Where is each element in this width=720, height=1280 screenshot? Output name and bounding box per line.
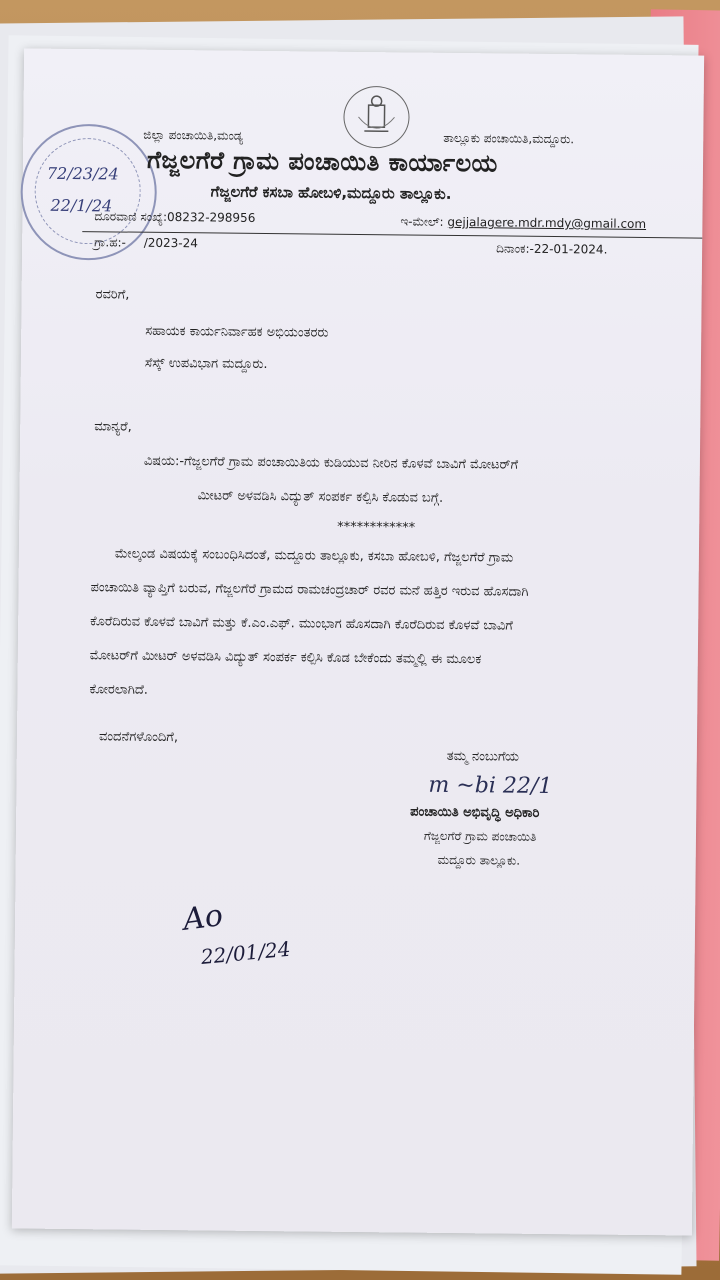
closing: ವಂದನೆಗಳೊಂದಿಗೆ, bbox=[98, 729, 179, 746]
zilla-panchayat-label: ಜಿಲ್ಲಾ ಪಂಚಾಯಿತಿ,ಮಂಡ್ಯ bbox=[143, 127, 244, 143]
recipient-to: ರವರಿಗೆ, bbox=[95, 287, 130, 303]
body-line-3: ಕೊರೆದಿರುವ ಕೊಳವೆ ಬಾವಿಗೆ ಮತ್ತು ಕೆ.ಎಂ.ಎಫ್. ಮುಂಭಾಗ ಹೊಸದಾಗಿ ಕೊರೆದಿರುವ ಕೊಳವೆ ಬಾವಿಗೆ bbox=[90, 614, 513, 634]
body-line-5: ಕೋರಲಾಗಿದೆ. bbox=[89, 682, 149, 698]
letter-sheet bbox=[12, 48, 704, 1235]
subject-line-1: ವಿಷಯ:-ಗೆಜ್ಜಲಗೆರೆ ಗ್ರಾಮ ಪಂಚಾಯಿತಿಯ ಕುಡಿಯುವ ನೀರಿನ ಕೊಳವೆ ಬಾವಿಗೆ ಮೋಟರ್‌ಗೆ bbox=[143, 453, 519, 473]
email-line bbox=[400, 214, 646, 232]
body-line-1: ಮೇಲ್ಕಂಡ ವಿಷಯಕ್ಕೆ ಸಂಬಂಧಿಸಿದಂತೆ, ಮದ್ದೂರು ತಾಲ್ಲೂಕು, ಕಸಬಾ ಹೋಬಳಿ, ಗೆಜ್ಜಲಗೆರೆ ಗ್ರಾಮ bbox=[114, 546, 514, 566]
taluk-panchayat-label: ತಾಲ್ಲೂಕು ಪಂಚಾಯಿತಿ,ಮದ್ದೂರು. bbox=[443, 130, 575, 147]
body-line-4: ಮೋಟರ್‌ಗೆ ಮೀಟರ್ ಅಳವಡಿಸಿ ವಿದ್ಯುತ್ ಸಂಪರ್ಕ ಕಲ್ಪಿಸಿ ಕೊಡ ಬೇಕೆಂದು ತಮ್ಮಲ್ಲಿ ಈ ಮೂಲಕ bbox=[89, 648, 482, 668]
office-subtitle: ಗೆಜ್ಜಲಗೆರೆ ಕಸಬಾ ಹೋಬಳಿ,ಮದ್ದೂರು ತಾಲ್ಲೂಕು. bbox=[210, 182, 452, 203]
phone-line bbox=[94, 209, 255, 226]
officer-designation: ಪಂಚಾಯಿತಿ ಅಭಿವೃದ್ಧಿ ಅಧಿಕಾರಿ bbox=[410, 804, 540, 821]
government-emblem bbox=[343, 86, 410, 149]
emblem-icon bbox=[344, 87, 409, 148]
phone-number: 08232-298956 bbox=[166, 209, 256, 225]
handwritten-date: 22/01/24 bbox=[199, 936, 292, 970]
office-title: ಗೆಜ್ಜಲಗೆರೆ ಗ್ರಾಮ ಪಂಚಾಯಿತಿ ಕಾರ್ಯಾಲಯ bbox=[146, 145, 498, 178]
officer-signature: m ~bi 22/1 bbox=[428, 772, 553, 800]
recipient-line-2: ಸೆಸ್ಕ್ ಉಪವಿಭಾಗ ಮದ್ದೂರು. bbox=[144, 355, 268, 373]
separator-stars: ************ bbox=[337, 519, 416, 536]
reference-number: /2023-24 bbox=[143, 235, 199, 251]
letter-date: ದಿನಾಂಕ:-22-01-2024. bbox=[496, 241, 608, 257]
email-label: ಇ-ಮೇಲ್: bbox=[400, 214, 444, 229]
reference-label: ಗ್ರಾ.ಹ:- bbox=[94, 235, 127, 250]
stamp-inner-ring bbox=[34, 138, 141, 245]
recipient-line-1: ಸಹಾಯಕ ಕಾರ್ಯನಿರ್ವಾಹಕ ಅಭಿಯಂತರರು bbox=[145, 323, 329, 341]
body-line-2: ಪಂಚಾಯಿತಿ ವ್ಯಾಪ್ತಿಗೆ ಬರುವ, ಗೆಜ್ಜಲಗೆರೆ ಗ್ರಾಮದ ರಾಮಚಂದ್ರಚಾರ್ ರವರ ಮನೆ ಹತ್ತಿರ ಇರುವ ಹೊಸದಾಗಿ bbox=[90, 580, 529, 600]
salutation: ಮಾನ್ಯರೆ, bbox=[94, 419, 132, 435]
phone-label: ದೂರವಾಣಿ ಸಂಖ್ಯೆ: bbox=[94, 209, 168, 224]
stamp-date: 22/1/24 bbox=[50, 195, 113, 216]
reference-line bbox=[94, 235, 198, 251]
subject-line-2: ಮೀಟರ್ ಅಳವಡಿಸಿ ವಿದ್ಯುತ್ ಸಂಪರ್ಕ ಕಲ್ಪಿಸಿ ಕೊಡುವ ಬಗ್ಗೆ. bbox=[197, 488, 444, 506]
email-address: gejjalagere.mdr.mdy@gmail.com bbox=[447, 214, 647, 231]
officer-taluk: ಮದ್ದೂರು ತಾಲ್ಲೂಕು. bbox=[437, 852, 521, 868]
handwritten-initials: Ao bbox=[181, 897, 225, 938]
stamp-number: 72/23/24 bbox=[46, 163, 119, 184]
officer-organisation: ಗೆಜ್ಜಲಗೆರೆ ಗ್ರಾಮ ಪಂಚಾಯಿತಿ bbox=[423, 828, 537, 844]
yours-faithfully: ತಮ್ಮ ನಂಬುಗೆಯ bbox=[446, 748, 520, 765]
